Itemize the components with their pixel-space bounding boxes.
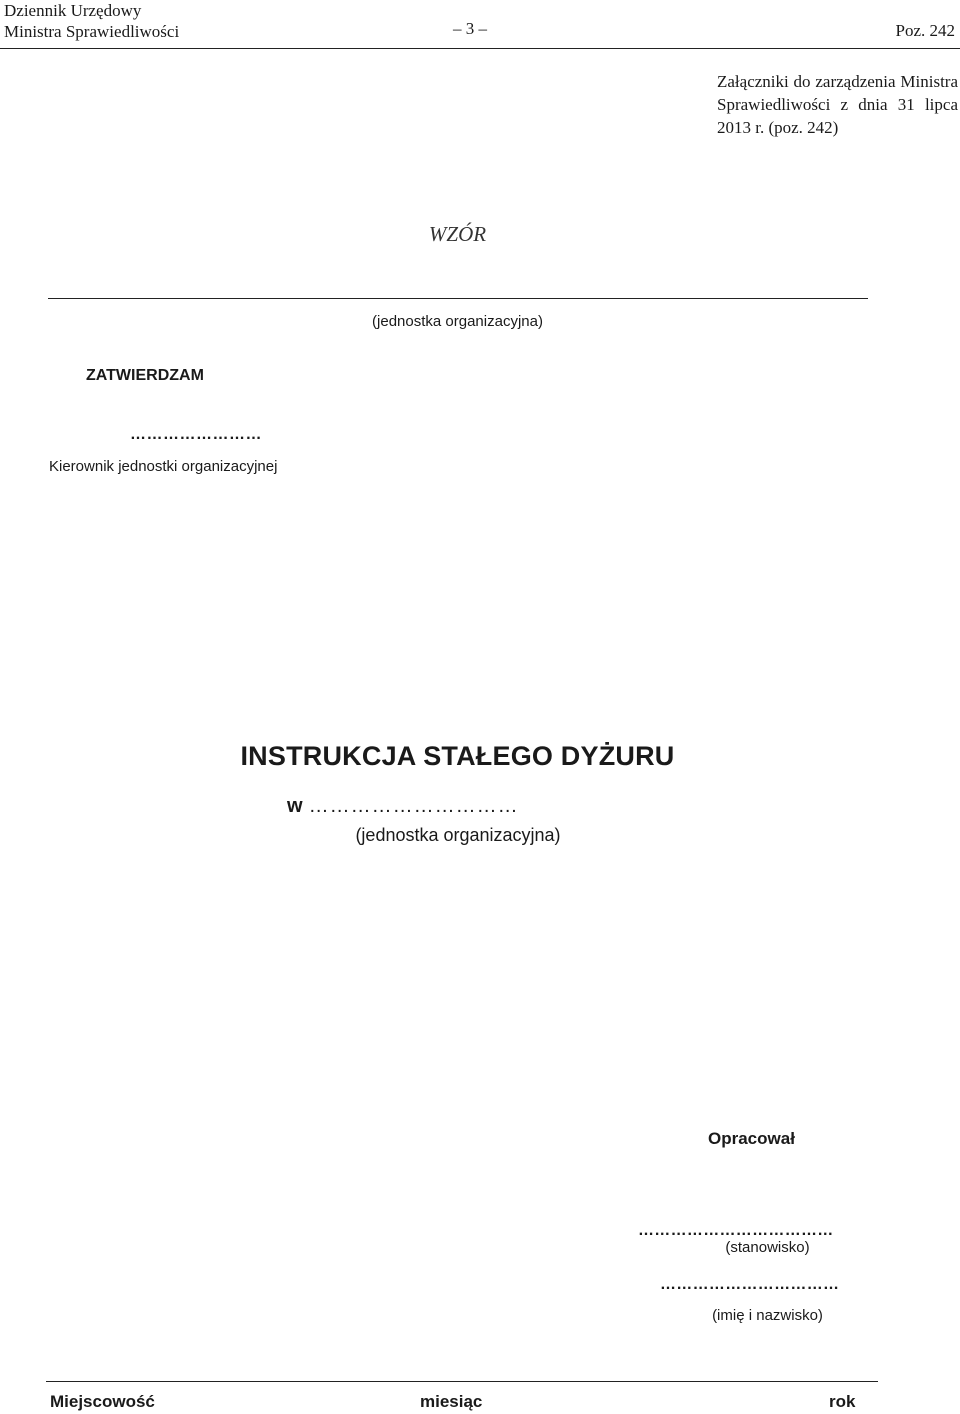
footer-divider <box>46 1381 878 1382</box>
header-ministry-name: Ministra Sprawiedliwości <box>4 22 180 41</box>
prepared-position-caption: (stanowisko) <box>725 1239 810 1256</box>
prepared-position-dots: ……………………………… <box>638 1222 834 1239</box>
approval-label: ZATWIERDZAM <box>86 367 204 384</box>
document-unit-line <box>287 795 519 818</box>
header-page-number: – 3 – <box>453 19 487 38</box>
template-mark: WZÓR <box>428 222 487 246</box>
unit-caption: (jednostka organizacyjna) <box>372 313 543 330</box>
header-journal-name: Dziennik Urzędowy <box>4 1 142 20</box>
footer-year: rok <box>829 1392 856 1411</box>
header-journal-block <box>4 0 179 42</box>
footer-month: miesiąc <box>420 1392 483 1411</box>
approval-signatory: Kierownik jednostki organizacyjnej <box>49 458 278 475</box>
document-title: INSTRUKCJA STAŁEGO DYŻURU <box>240 741 675 771</box>
document-unit-caption: (jednostka organizacyjna) <box>355 825 561 845</box>
document-unit-dots: ………………………… <box>308 795 519 817</box>
approval-signature-dots: …………………… <box>130 426 262 443</box>
header-position: Poz. 242 <box>895 21 955 40</box>
prepared-name-dots: …………………………… <box>660 1276 840 1293</box>
document-in-prefix: w <box>287 795 303 817</box>
footer-place: Miejscowość <box>50 1392 155 1411</box>
prepared-by-label: Opracował <box>708 1129 795 1148</box>
header-divider <box>0 48 960 49</box>
annex-note: Załączniki do zarządzenia Ministra Sprawiedliwości z dnia 31 lipca 2013 r. (poz. 242) <box>717 72 958 137</box>
prepared-name-caption: (imię i nazwisko) <box>712 1307 823 1324</box>
unit-signature-line <box>48 298 868 299</box>
